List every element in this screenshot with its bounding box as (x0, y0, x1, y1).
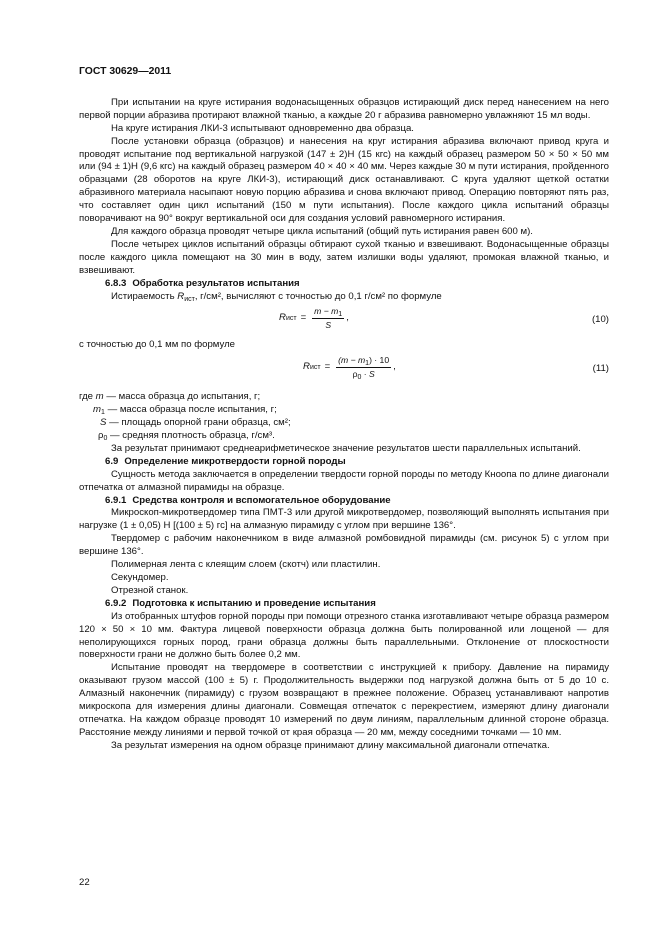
paragraph: с точностью до 0,1 мм по формуле (79, 339, 235, 351)
formula-number: (10) (591, 314, 609, 326)
formula-11: R ист = $\frac{(m - m_1) \cdot 10}{\rho_0 \cdot S}$ , (11) (303, 355, 609, 382)
section-heading-6-8-3: 6.8.3 Обработка результатов испытания (105, 277, 300, 289)
section-heading-6-9-2: 6.9.2 Подготовка к испытанию и проведение испытания (105, 597, 376, 609)
paragraph: После установки образца (образцов) и нанесения на круг истирания абразива включают привод круга и проводят испытание под вертикальной нагрузкой (147 ± 2)Н (15 кгс) на каждый образец размером 50 × 50 × 50 мм или (94 ± 1)Н (9,6 кгс) на каждый образец размером 40 × 40 × 40 мм. Через каждые 30 м пути истирания, пройденного образцами (28 оборотов на круге ЛКИ-3), истирающий диск останавливают. С круга удаляют щеткой остатки абразивного материала насыпают новую порцию абразива и снова включают привод. Операцию повторяют пять раз, что составляет один цикл испытаний (150 м пути испытания). После каждого цикла испытаний образцы поворачивают на 90° вокруг вертикальной оси для создания условий равномерного истирания. (79, 135, 609, 225)
paragraph: Секундомер. (111, 572, 169, 583)
paragraph-istiraemost: Истираемость $R_{ист}$, г/см², вычисляют с точностью до 0,1 г/см² по формуле (111, 290, 442, 303)
page-number: 22 (79, 877, 90, 888)
definition-item: $\rho_0$ — средняя плотность образца, г/см³. (98, 430, 275, 443)
paragraph: После четырех циклов испытаний образцы обтирают сухой тканью и взвешивают. Водонасыщенные образцы после каждого цикла помещают на 30 мин в воду, затем излишки воды удаляют, промокая влажной тканью, и взвешивают. (79, 238, 609, 276)
definition-item: S — площадь опорной грани образца, см²; (100, 417, 291, 429)
formula-10: R ист = $\frac{m - m_1}{S}$ , (10) (279, 306, 609, 331)
paragraph: Сущность метода заключается в определении твердости горной породы по методу Кноопа по длине диагонали отпечатка от алмазной пирамиды на образце. (79, 468, 609, 493)
paragraph: При испытании на круге истирания водонасыщенных образцов истирающий диск перед нанесением на него первой порции абразива протирают влажной тканью, а каждые 20 г абразива равномерно увлажняют 15 мл воды. (79, 96, 609, 121)
definition-item: $m_1$ — масса образца после испытания, г; (93, 404, 277, 417)
paragraph: На круге истирания ЛКИ-3 испытывают одновременно два образца. (111, 122, 414, 134)
paragraph: Твердомер с рабочим наконечником в виде алмазной ромбовидной пирамиды (см. рисунок 5) с углом при вершине 136°. (79, 533, 609, 558)
paragraph: Для каждого образца проводят четыре цикла испытаний (общий путь истирания равен 600 м). (111, 225, 533, 237)
paragraph: За результат принимают среднеарифметическое значение результатов шести параллельных испытаний. (111, 442, 581, 454)
section-heading-6-9: 6.9 Определение микротвердости горной породы (105, 455, 346, 467)
paragraph: За результат измерения на одном образце принимают длину максимальной диагонали отпечатка. (111, 739, 550, 751)
document-page (79, 66, 609, 753)
section-heading-6-9-1: 6.9.1 Средства контроля и вспомогательное оборудование (105, 494, 391, 506)
paragraph: Микроскоп-микротвердомер типа ПМТ-3 или другой микротвердомер, позволяющий выполнять испытания при нагрузке (1 ± 0,05) Н [(100 ± 5) гс] на алмазную пирамиду с углом при вершине 136°. (79, 507, 609, 532)
formula-number: (11) (592, 363, 609, 375)
paragraph: Отрезной станок. (111, 584, 189, 596)
definition-item: где m — масса образца до испытания, г; (79, 391, 261, 403)
paragraph: Из отобранных штуфов горной породы при помощи отрезного станка изготавливают четыре образца размером 120 × 50 × 10 мм. Фактура лицевой поверхности образца должна быть полированной или лощеной — для неполирующихся горных пород, грани образца должны быть параллельными. Отклонение от плоскостности поверхности грани не должно быть более 0,2 мм. (79, 610, 609, 661)
variable-definitions (79, 391, 609, 443)
paragraph: Полимерная лента с клеящим слоем (скотч) или пластилин. (111, 559, 381, 571)
document-header: ГОСТ 30629—2011 (79, 66, 172, 77)
paragraph: Испытание проводят на твердомере в соответствии с инструкцией к прибору. Давление на пирамиду оказывают грузом массой (100 ± 5) г. Продолжительность выдержки под нагрузкой должна быть от 5 до 10 с. Алмазный наконечник (пирамиду) с грузом возвращают в прежнее положение. Образец устанавливают напротив микроскопа для измерения длины диагонали. Совмещая отпечаток с перекрестием, измеряют длину диагонали отпечатка. На каждом образце проводят 10 измерений по двум линиям, параллельным длинной стороне образца. Расстояние между линиями и первой точкой от края образца — 20 мм, между соседними точками — 10 мм. (79, 662, 609, 738)
